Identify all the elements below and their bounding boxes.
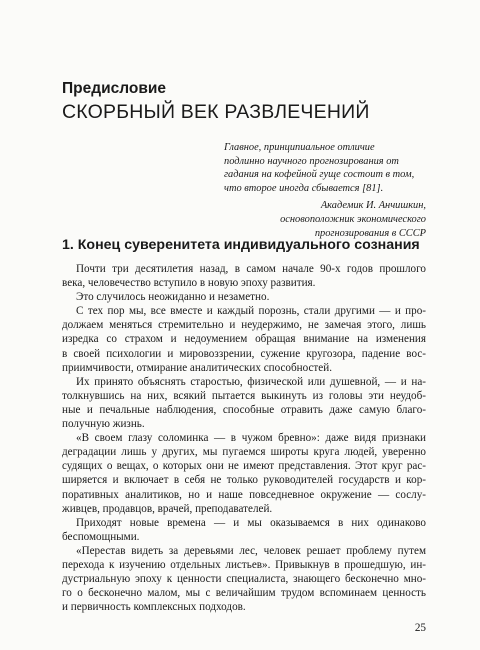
body-line: перехода к изучению отдельных листьев». Привыкнув в прошедшую, ин- xyxy=(62,558,426,571)
body-line: в своей психологии и мировоззрении, сужение кругозора, падение вос- xyxy=(62,347,426,360)
epigraph-line: Главное, принципиальное отличие xyxy=(224,142,375,153)
body-line: дустриальную эпоху к ценности специалиста, знающего бесконечно мно- xyxy=(62,573,426,586)
body-line: живцев, продавцов, врачей, преподавателей. xyxy=(62,502,273,515)
epigraph-line: гадания на кофейной гуще состоит в том, xyxy=(224,169,415,181)
body-line: Их принято объяснять старостью, физической или душевной, — и на- xyxy=(76,375,426,388)
body-line: и первичность комплексных подходов. xyxy=(62,601,246,614)
body-text xyxy=(62,262,426,614)
epigraph-line: что второе иногда сбывается [81]. xyxy=(224,182,384,194)
body-line: века, человечество вступило в новую эпоху развития. xyxy=(62,277,316,290)
body-line: Приходят новые времена — и мы оказываемся в них одинаково xyxy=(76,516,426,529)
epigraph-quote xyxy=(224,141,426,195)
attribution-line: основоположник экономического xyxy=(280,213,426,225)
section-heading: 1. Конец суверенитета индивидуального сознания xyxy=(62,237,420,253)
body-line: приимчивости, отмирание аналитических способностей. xyxy=(62,361,332,374)
body-line: поративных аналитиков, но и наше повседневное окружение — сослу- xyxy=(62,488,426,501)
attribution-line: прогнозирования в СССР xyxy=(314,227,426,239)
attribution-line: Академик И. Анчишкин, xyxy=(320,200,426,212)
body-line: судящих о вещах, о которых они не имеют представления. Этот круг рас- xyxy=(62,460,426,473)
body-line: должаем меняться стремительно и неудержимо, не замечая этого, лишь xyxy=(62,319,426,332)
body-line: «Перестав видеть за деревьями лес, человек решает проблему путем xyxy=(76,544,426,557)
page-number: 25 xyxy=(414,622,426,634)
body-line: го о бесконечно малом, мы с величайшим трудом вспоминаем ценность xyxy=(62,587,426,600)
body-line: изредка со страхом и недоумением обращая внимание на изменения xyxy=(62,333,426,346)
body-line: «В своем глазу соломинка — в чужом бревно»: даже видя признаки xyxy=(76,432,426,445)
body-line: Почти три десятилетия назад, в самом начале 90-х годов прошлого xyxy=(76,263,426,275)
body-line: получную жизнь. xyxy=(62,418,145,431)
body-line: Это случилось неожиданно и незаметно. xyxy=(76,291,270,304)
epigraph-attribution xyxy=(224,199,426,240)
epigraph xyxy=(224,141,426,240)
epigraph-line: подлинно научного прогнозирования от xyxy=(224,155,399,167)
body-line: ширяется и включает в себя не только руководителей государств и кор- xyxy=(62,474,426,487)
body-line: беспомощными. xyxy=(62,530,140,543)
body-line: С тех пор мы, все вместе и каждый порознь, стали другими — и про- xyxy=(76,305,426,318)
body-line: ные и печальные наблюдения, способные отравить даже самую благо- xyxy=(62,403,426,416)
chapter-title: СКОРБНЫЙ ВЕК РАЗВЛЕЧЕНИЙ xyxy=(62,101,370,123)
body-line: толкнувшись на них, всякий пытается выкинуть из головы эти неудоб- xyxy=(62,389,426,402)
body-line: деградации лишь у других, мы пугаемся широты круга людей, уверенно xyxy=(62,446,426,459)
chapter-kicker: Предисловие xyxy=(62,80,167,97)
